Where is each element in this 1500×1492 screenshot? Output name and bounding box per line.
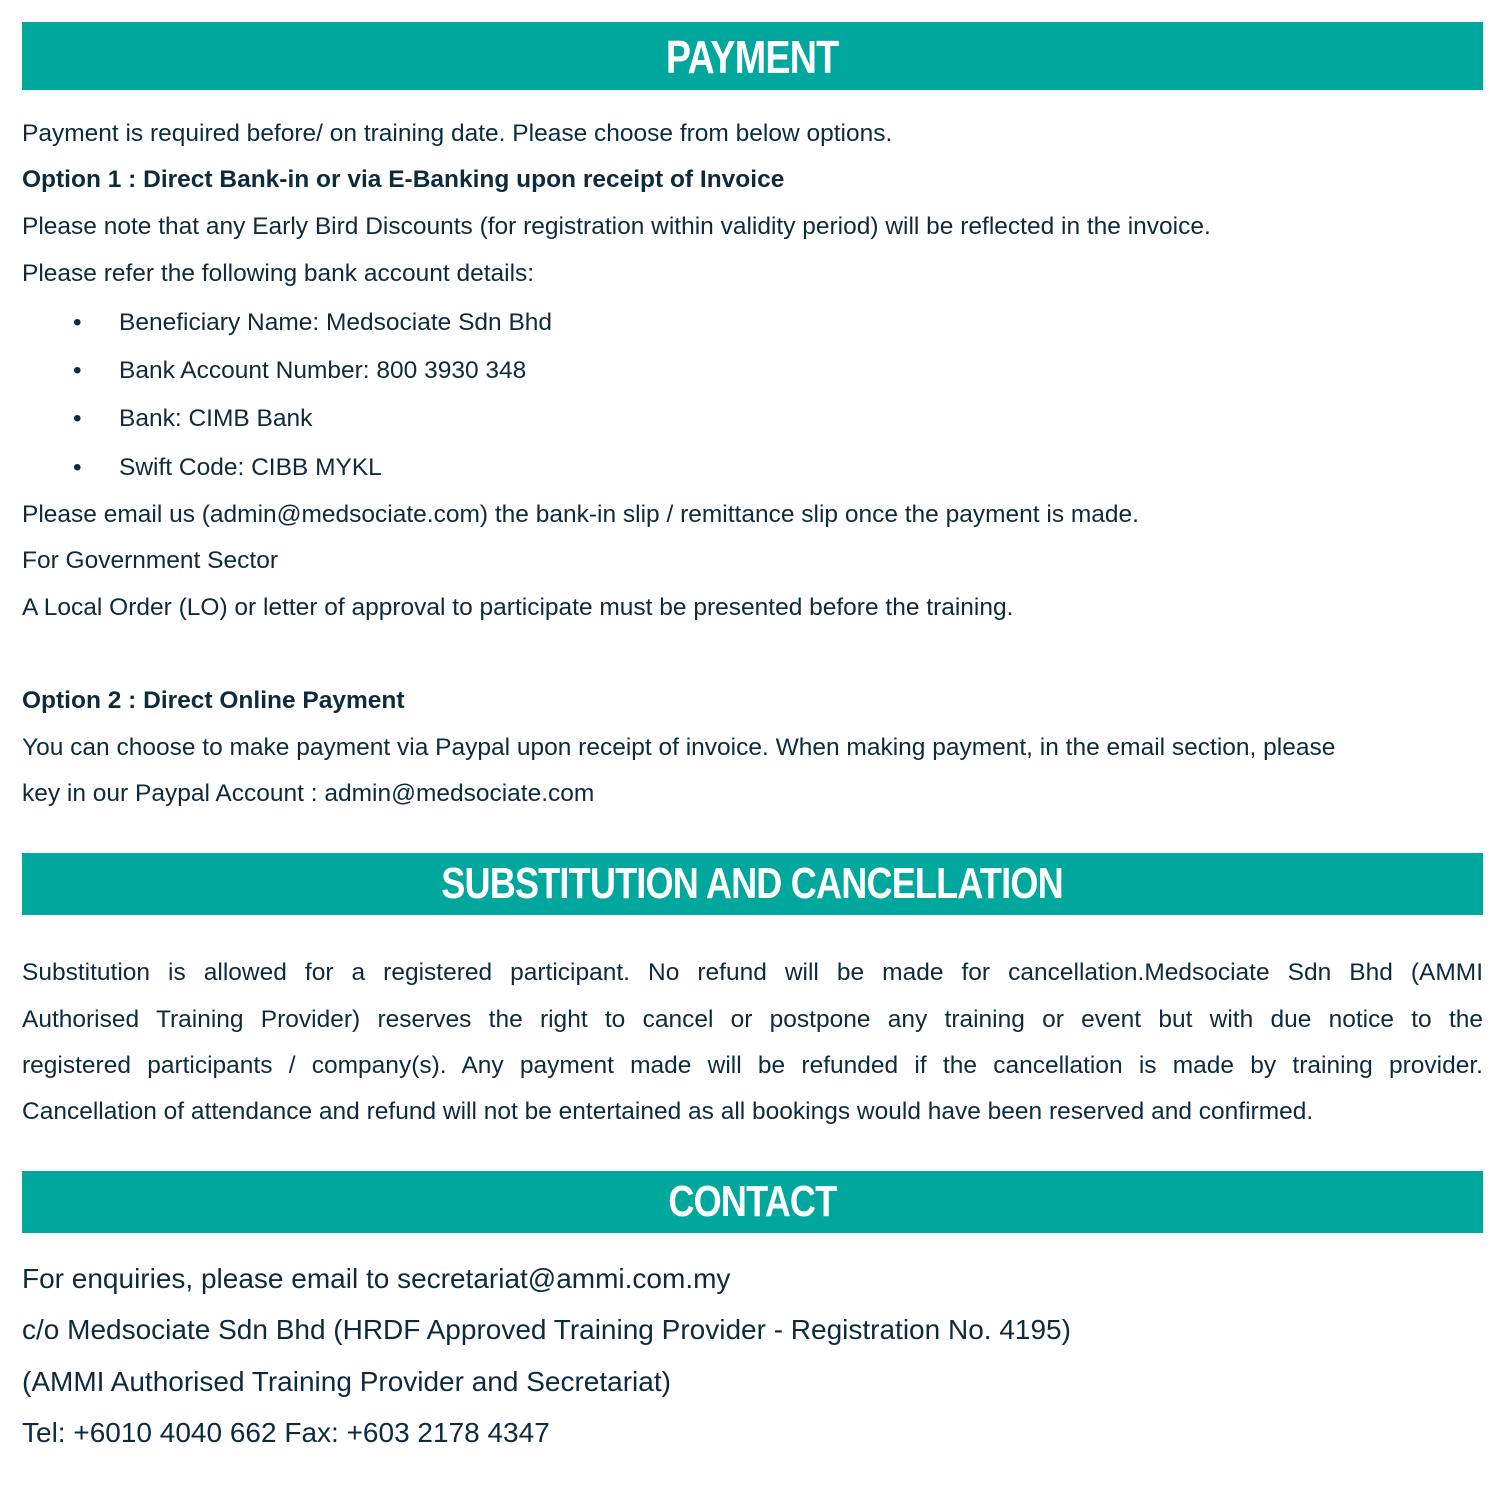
bullet-icon: •: [73, 357, 82, 384]
substitution-heading: SUBSTITUTION AND CANCELLATION: [441, 859, 1064, 908]
contact-enquiries: For enquiries, please email to secretariat@ammi.com.my: [22, 1263, 731, 1294]
email-note: Please email us (admin@medsociate.com) the bank-in slip / remittance slip once the payment is made.: [22, 501, 1139, 528]
bank-account-number: Bank Account Number: 800 3930 348: [119, 357, 527, 384]
payment-heading-banner: [22, 22, 1483, 90]
substitution-heading-banner: [22, 853, 1483, 915]
contact-heading: CONTACT: [668, 1177, 837, 1226]
payment-intro: Payment is required before/ on training date. Please choose from below options.: [22, 120, 893, 147]
substitution-line-3: registered participants / company(s). Any payment made will be refunded if the cancellation is made by training provider.: [22, 1052, 1483, 1079]
substitution-line-2: Authorised Training Provider) reserves the right to cancel or postpone any training or event but with due notice to the: [22, 1006, 1483, 1033]
option2-line2: key in our Paypal Account : admin@medsociate.com: [22, 780, 595, 807]
bank-swift-code: Swift Code: CIBB MYKL: [119, 454, 382, 481]
option1-title: Option 1 : Direct Bank-in or via E-Banking upon receipt of Invoice: [22, 166, 785, 193]
substitution-line-4: Cancellation of attendance and refund will not be entertained as all bookings would have been reserved and confirmed.: [22, 1098, 1314, 1125]
bullet-icon: •: [73, 405, 82, 432]
option1-note: Please note that any Early Bird Discounts (for registration within validity period) will be reflected in the invoice.: [22, 213, 1211, 240]
bullet-icon: •: [73, 309, 82, 336]
option2-title: Option 2 : Direct Online Payment: [22, 687, 405, 714]
bank-name: Bank: CIMB Bank: [119, 405, 313, 432]
gov-note: A Local Order (LO) or letter of approval to participate must be presented before the training.: [22, 594, 1014, 621]
payment-heading: PAYMENT: [666, 31, 839, 83]
option2-line1: You can choose to make payment via Paypal upon receipt of invoice. When making payment, in the email section, please: [22, 734, 1336, 761]
substitution-line-1: Substitution is allowed for a registered participant. No refund will be made for cancellation.Medsociate Sdn Bhd (AMMI: [22, 959, 1483, 986]
contact-provider: c/o Medsociate Sdn Bhd (HRDF Approved Training Provider - Registration No. 4195): [22, 1314, 1071, 1345]
option1-refer: Please refer the following bank account details:: [22, 260, 535, 287]
contact-authorised: (AMMI Authorised Training Provider and Secretariat): [22, 1366, 671, 1397]
gov-title: For Government Sector: [22, 547, 278, 574]
contact-phone: Tel: +6010 4040 662 Fax: +603 2178 4347: [22, 1417, 550, 1448]
bank-beneficiary: Beneficiary Name: Medsociate Sdn Bhd: [119, 309, 553, 336]
contact-heading-banner: [22, 1171, 1483, 1233]
bullet-icon: •: [73, 454, 82, 481]
